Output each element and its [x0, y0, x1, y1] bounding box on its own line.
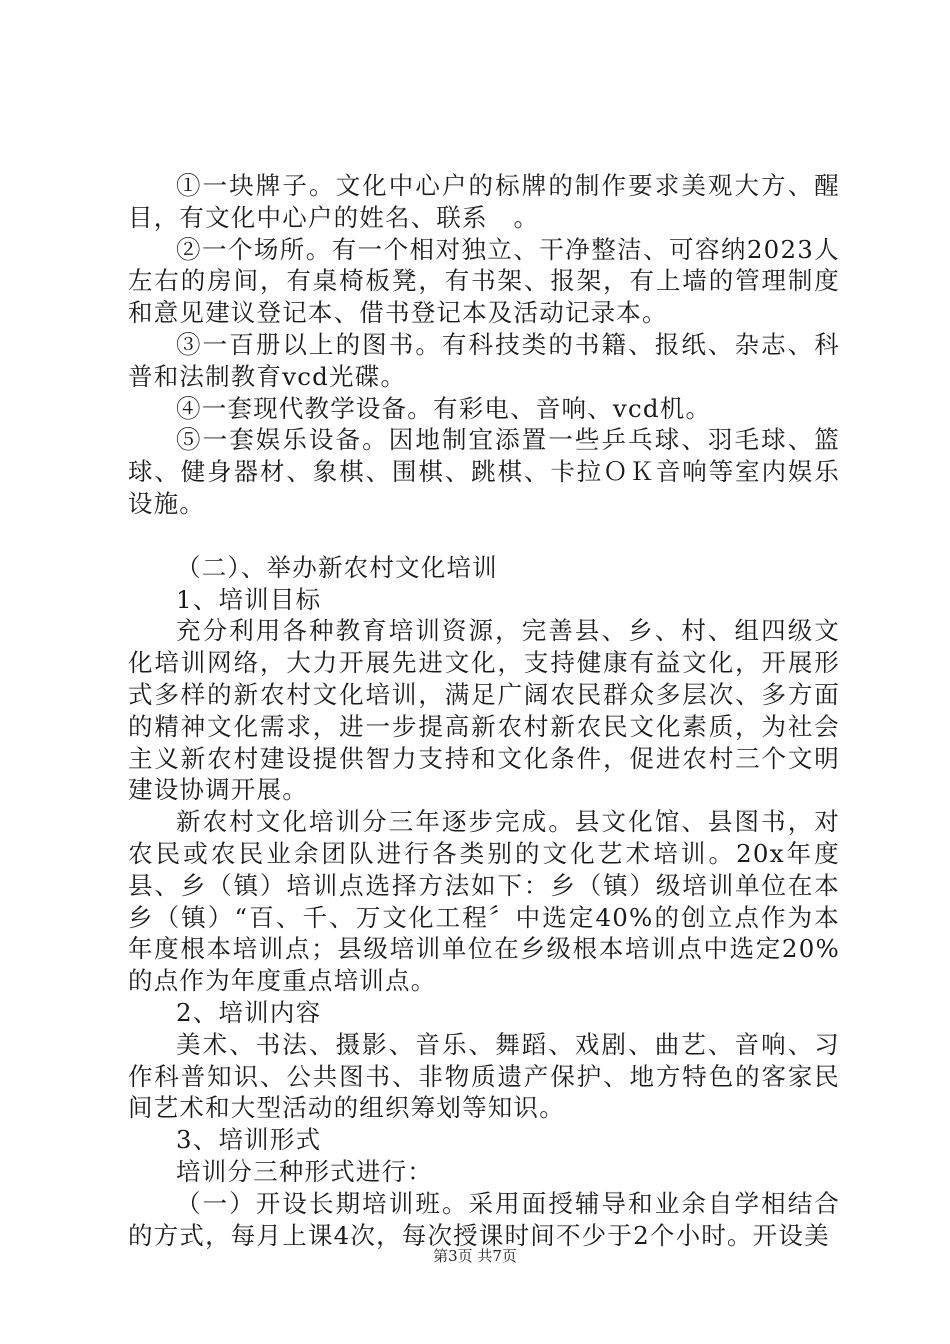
page-number: 第3页 共7页: [433, 1247, 517, 1265]
subheading-training-form: 3、培训形式: [176, 1125, 322, 1155]
paragraph-item-2: ②一个场所。有一个相对独立、干净整洁、可容纳2023人左右的房间，有桌椅板凳，有书架、报架，有上墙的管理制度和意见建议登记本、借书登记本及活动记录本。: [128, 234, 840, 328]
document-body: [128, 170, 840, 1251]
paragraph-item-1: ①一块牌子。文化中心户的标牌的制作要求美观大方、醒目，有文化中心户的姓名、联系 。: [128, 171, 840, 232]
paragraph-training-plan: 新农村文化培训分三年逐步完成。县文化馆、县图书，对农民或农民业余团队进行各类别的文化艺术培训。20x年度县、乡（镇）培训点选择方法如下：乡（镇）级培训单位在本乡（镇）“百、千、万文化工程〞中选定40%的创立点作为本年度根本培训点；县级培训单位在乡级根本培训点中选定20%的点作为年度重点培训点。: [128, 807, 840, 996]
section-spacer: [128, 520, 840, 552]
paragraph-item-5: ⑤一套娱乐设备。因地制宜添置一些乒乓球、羽毛球、篮球、健身器材、象棋、围棋、跳棋、卡拉ＯＫ音响等室内娱乐设施。: [128, 425, 840, 518]
subheading-training-goal: 1、培训目标: [176, 584, 322, 614]
paragraph-training-form-intro: 培训分三种形式进行：: [176, 1156, 433, 1186]
paragraph-item-4: ④一套现代教学设备。有彩电、音响、vcd机。: [176, 393, 712, 423]
paragraph-item-3: ③一百册以上的图书。有科技类的书籍、报纸、杂志、科普和法制教育vcd光碟。: [128, 329, 840, 391]
section-heading: （二）、举办新农村文化培训: [176, 552, 498, 582]
paragraph-training-goal: 充分利用各种教育培训资源，完善县、乡、村、组四级文化培训网络，大力开展先进文化，支持健康有益文化，开展形式多样的新农村文化培训，满足广阔农民群众多层次、多方面的精神文化需求，进一步提高新农村新农民文化素质，为社会主义新农村建设提供智力支持和文化条件，促进农村三个文明建设协调开展。: [128, 616, 840, 805]
subheading-training-content: 2、培训内容: [176, 997, 322, 1027]
paragraph-training-content: 美术、书法、摄影、音乐、舞蹈、戏剧、曲艺、音响、习作科普知识、公共图书、非物质遗产保护、地方特色的客家民间艺术和大型活动的组织筹划等知识。: [128, 1029, 840, 1123]
paragraph-training-form-1: （一）开设长期培训班。采用面授辅导和业余自学相结合的方式，每月上课4次，每次授课时间不少于2个小时。开设美: [128, 1188, 840, 1250]
